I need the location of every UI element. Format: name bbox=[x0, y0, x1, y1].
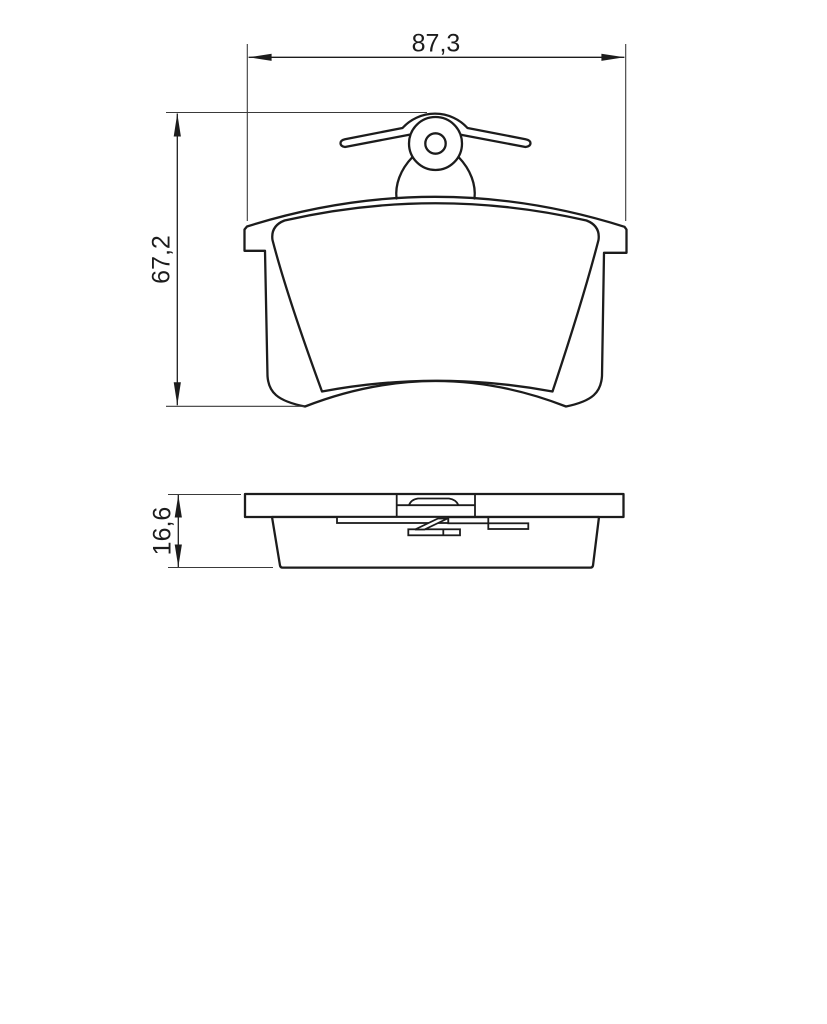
width-arrow-right-icon bbox=[601, 54, 624, 61]
width-arrow-left-icon bbox=[249, 54, 272, 61]
side-view bbox=[245, 494, 624, 568]
clip-arm-segment-right bbox=[488, 523, 528, 529]
dimension-width-label: 87,3 bbox=[411, 29, 461, 58]
center-lug-right-edge bbox=[459, 157, 475, 199]
front-view bbox=[245, 114, 627, 407]
dimension-thickness-label: 16,6 bbox=[148, 506, 177, 556]
backing-plate-outline bbox=[245, 197, 627, 407]
pin-hole bbox=[425, 133, 445, 153]
center-lug-left-edge bbox=[396, 157, 412, 199]
clip-arm-segment-mid bbox=[448, 517, 488, 523]
height-arrow-bottom-icon bbox=[174, 382, 181, 405]
height-arrow-top-icon bbox=[174, 114, 181, 137]
dimension-height-label: 67,2 bbox=[147, 235, 176, 284]
